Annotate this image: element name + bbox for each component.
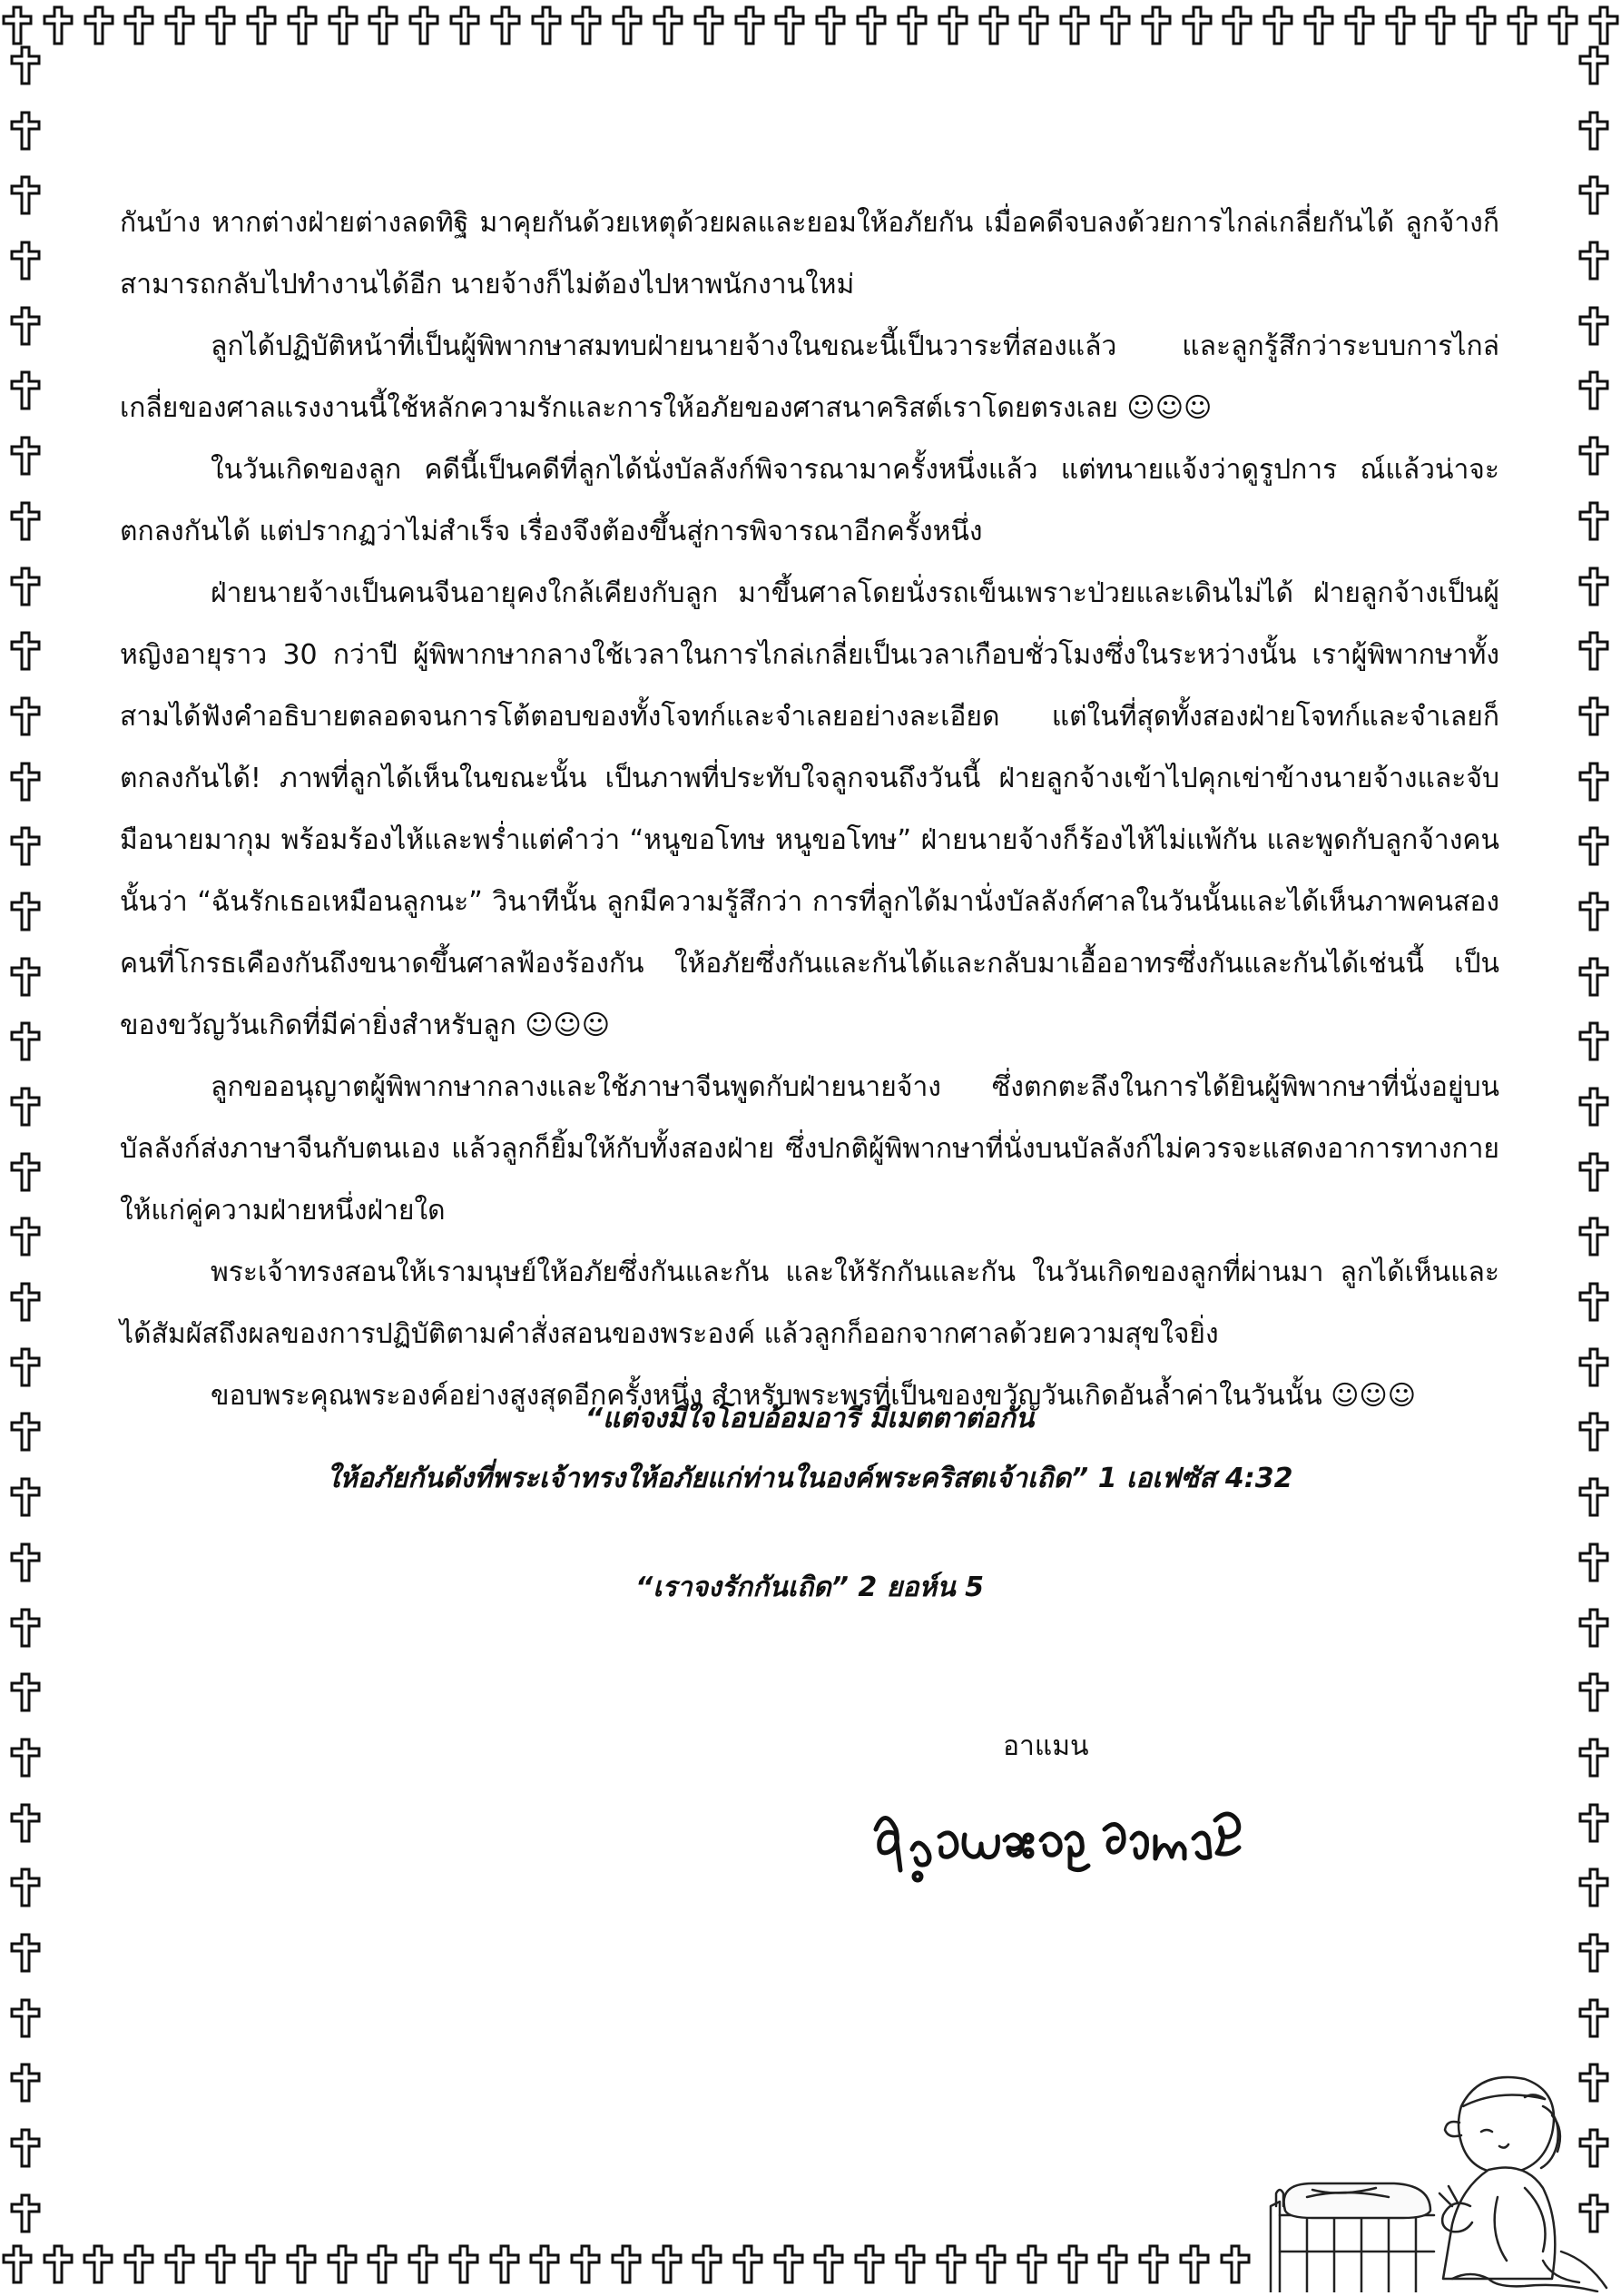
latin-cross-icon [1302, 5, 1336, 45]
latin-cross-icon [8, 567, 43, 606]
latin-cross-icon [1577, 175, 1611, 215]
latin-cross-icon [41, 2244, 75, 2284]
latin-cross-icon [934, 2244, 968, 2284]
latin-cross-icon [1577, 1477, 1611, 1517]
latin-cross-icon [569, 5, 604, 45]
latin-cross-icon [650, 2244, 684, 2284]
paragraph-5: ลูกขออนุญาตผู้พิพากษากลางและใช้ภาษาจีนพูดกับฝ่ายนายจ้าง ซึ่งตกตะลึงในการได้ยินผู้พิพากษาที่นั่งอยู่บนบัลลังก์ส่งภาษาจีนกับตนเอง แล้วลูกก็ยิ้มให้กับทั้งสองฝ่าย ซึ่งปกติผู้พิพากษาที่นั่งบนบัลลังก์ไม่ควรจะแสดงอาการทางกายให้แก่คู่ความฝ่ายหนึ่งฝ่ายใด [120, 1071, 1499, 1227]
latin-cross-icon [1017, 5, 1051, 45]
latin-cross-icon [1220, 5, 1254, 45]
latin-cross-icon [1180, 5, 1214, 45]
latin-cross-icon [122, 2244, 156, 2284]
latin-cross-icon [1577, 696, 1611, 736]
latin-cross-icon [1577, 1738, 1611, 1778]
latin-cross-icon [1342, 5, 1377, 45]
latin-cross-icon [1577, 957, 1611, 997]
latin-cross-icon [895, 5, 929, 45]
latin-cross-icon [852, 2244, 887, 2284]
latin-cross-icon [1218, 2244, 1253, 2284]
cross-border-bottom [0, 2239, 1253, 2290]
latin-cross-icon [1423, 5, 1458, 45]
latin-cross-icon [8, 1998, 43, 2038]
latin-cross-icon [41, 5, 75, 45]
latin-cross-icon [1177, 2244, 1212, 2284]
latin-cross-icon [407, 5, 441, 45]
latin-cross-icon [447, 2244, 481, 2284]
latin-cross-icon [8, 1217, 43, 1256]
latin-cross-icon [8, 1672, 43, 1712]
latin-cross-icon [8, 1347, 43, 1387]
scripture-quote-2: “เราจงรักกันเถิด” 2 ยอห์น 5 [635, 1572, 984, 1603]
latin-cross-icon [1577, 1087, 1611, 1127]
latin-cross-icon [8, 306, 43, 346]
latin-cross-icon [771, 2244, 806, 2284]
paragraph-7: ขอบพระคุณพระองค์อย่างสูงสุดอีกครั้งหนึ่ง สำหรับพระพรที่เป็นของขวัญวันเกิดอันล้ำค่าในวันนั้น ☺☺☺ [211, 1380, 1416, 1412]
latin-cross-icon [772, 5, 807, 45]
latin-cross-icon [1577, 45, 1611, 85]
latin-cross-icon [1505, 5, 1539, 45]
latin-cross-icon [8, 1803, 43, 1843]
scripture-quote-line-1: “แต่จงมีใจโอบอ้อมอารี มีเมตตาต่อกัน [585, 1403, 1035, 1434]
latin-cross-icon [1577, 501, 1611, 541]
latin-cross-icon [8, 826, 43, 866]
latin-cross-icon [285, 5, 319, 45]
latin-cross-icon [609, 2244, 643, 2284]
latin-cross-icon [1057, 5, 1092, 45]
latin-cross-icon [610, 5, 644, 45]
cross-border-right [1568, 45, 1619, 2233]
amen-text: อาแมน [1003, 1730, 1089, 1762]
latin-cross-icon [1577, 1217, 1611, 1256]
latin-cross-icon [8, 2193, 43, 2233]
latin-cross-icon [1136, 2244, 1171, 2284]
latin-cross-icon [1056, 2244, 1090, 2284]
latin-cross-icon [8, 2128, 43, 2168]
latin-cross-icon [8, 111, 43, 151]
latin-cross-icon [1577, 436, 1611, 476]
latin-cross-icon [692, 5, 726, 45]
latin-cross-icon [365, 2244, 399, 2284]
latin-cross-icon [1577, 306, 1611, 346]
latin-cross-icon [974, 2244, 1008, 2284]
latin-cross-icon [8, 892, 43, 931]
latin-cross-icon [244, 5, 279, 45]
latin-cross-icon [1577, 1542, 1611, 1582]
cross-border-left [0, 45, 51, 2233]
latin-cross-icon [81, 2244, 115, 2284]
latin-cross-icon [8, 1867, 43, 1907]
latin-cross-icon [977, 5, 1011, 45]
latin-cross-icon [893, 2244, 928, 2284]
latin-cross-icon [203, 2244, 238, 2284]
latin-cross-icon [8, 1608, 43, 1648]
latin-cross-icon [162, 2244, 197, 2284]
latin-cross-icon [1098, 5, 1133, 45]
latin-cross-icon [1577, 1347, 1611, 1387]
latin-cross-icon [8, 175, 43, 215]
latin-cross-icon [1261, 5, 1295, 45]
latin-cross-icon [1383, 5, 1418, 45]
latin-cross-icon [1577, 1608, 1611, 1648]
latin-cross-icon [8, 436, 43, 476]
latin-cross-icon [8, 1087, 43, 1127]
scripture-quote-line-2: ให้อภัยกันดังที่พระเจ้าทรงให้อภัยแก่ท่านในองค์พระคริสตเจ้าเถิด” 1 เอเฟซัส 4:32 [326, 1463, 1293, 1494]
latin-cross-icon [1577, 1933, 1611, 1973]
latin-cross-icon [1577, 1803, 1611, 1843]
latin-cross-icon [651, 5, 685, 45]
latin-cross-icon [366, 5, 400, 45]
latin-cross-icon [690, 2244, 724, 2284]
latin-cross-icon [0, 2244, 34, 2284]
letter-body [120, 192, 1499, 1427]
latin-cross-icon [8, 762, 43, 802]
latin-cross-icon [1577, 631, 1611, 671]
latin-cross-icon [203, 5, 238, 45]
latin-cross-icon [8, 2063, 43, 2103]
latin-cross-icon [1577, 892, 1611, 931]
latin-cross-icon [487, 2244, 522, 2284]
latin-cross-icon [1577, 567, 1611, 606]
latin-cross-icon [936, 5, 970, 45]
latin-cross-icon [162, 5, 197, 45]
latin-cross-icon [243, 2244, 278, 2284]
latin-cross-icon [1577, 1152, 1611, 1192]
latin-cross-icon [529, 5, 564, 45]
latin-cross-icon [8, 1477, 43, 1517]
latin-cross-icon [8, 370, 43, 410]
latin-cross-icon [1139, 5, 1174, 45]
latin-cross-icon [8, 501, 43, 541]
latin-cross-icon [1577, 1867, 1611, 1907]
latin-cross-icon [527, 2244, 562, 2284]
paragraph-1: กันบ้าง หากต่างฝ่ายต่างลดทิฐิ มาคุยกันด้วยเหตุด้วยผลและยอมให้อภัยกัน เมื่อคดีจบลงด้วยการไกล่เกลี่ยกันได้ ลูกจ้างก็สามารถกลับไปทำงานได้อีก นายจ้างก็ไม่ต้องไปหาพนักงานใหม่ [120, 207, 1499, 301]
latin-cross-icon [1015, 2244, 1049, 2284]
latin-cross-icon [1577, 826, 1611, 866]
latin-cross-icon [326, 5, 360, 45]
cross-border-top [0, 0, 1621, 51]
latin-cross-icon [447, 5, 482, 45]
latin-cross-icon [8, 1738, 43, 1778]
latin-cross-icon [1095, 2244, 1130, 2284]
handwritten-signature [867, 1793, 1257, 1902]
paragraph-6: พระเจ้าทรงสอนให้เรามนุษย์ให้อภัยซึ่งกันและกัน และให้รักกันและกัน ในวันเกิดของลูกที่ผ่านมา ลูกได้เห็นและได้สัมผัสถึงผลของการปฏิบัติตามคำสั่งสอนของพระองค์ แล้วลูกก็ออกจากศาลด้วยความสุขใจยิ่ง [120, 1256, 1499, 1350]
latin-cross-icon [1464, 5, 1498, 45]
latin-cross-icon [8, 631, 43, 671]
latin-cross-icon [488, 5, 523, 45]
latin-cross-icon [122, 5, 156, 45]
latin-cross-icon [8, 45, 43, 85]
latin-cross-icon [82, 5, 116, 45]
latin-cross-icon [854, 5, 889, 45]
latin-cross-icon [325, 2244, 359, 2284]
paragraph-2: ลูกได้ปฏิบัติหน้าที่เป็นผู้พิพากษาสมทบฝ่ายนายจ้างในขณะนี้เป็นวาระที่สองแล้ว และลูกรู้สึกว่าระบบการไกล่เกลี่ยของศาลแรงงานนี้ใช้หลักความรักและการให้อภัยของศาสนาคริสต์เราโดยตรงเลย ☺☺☺ [120, 330, 1499, 424]
latin-cross-icon [0, 5, 34, 45]
paragraph-3: ในวันเกิดของลูก คดีนี้เป็นคดีที่ลูกได้นั่งบัลลังก์พิจารณามาครั้งหนึ่งแล้ว แต่ทนายแจ้งว่าดูรูปการ ณ์แล้วน่าจะตกลงกันได้ แต่ปรากฏว่าไม่สำเร็จ เรื่องจึงต้องขึ้นสู่การพิจารณาอีกครั้งหนึ่ง [120, 454, 1499, 547]
latin-cross-icon [284, 2244, 319, 2284]
latin-cross-icon [8, 1152, 43, 1192]
latin-cross-icon [1577, 1021, 1611, 1061]
latin-cross-icon [1577, 1672, 1611, 1712]
latin-cross-icon [8, 1021, 43, 1061]
latin-cross-icon [8, 1282, 43, 1322]
latin-cross-icon [8, 1412, 43, 1452]
latin-cross-icon [8, 696, 43, 736]
paragraph-4: ฝ่ายนายจ้างเป็นคนจีนอายุคงใกล้เคียงกับลูก มาขึ้นศาลโดยนั่งรถเข็นเพราะป่วยและเดินไม่ได้ ฝ่ายลูกจ้างเป็นผู้หญิงอายุราว 30 กว่าปี ผู้พิพากษากลางใช้เวลาในการไกล่เกลี่ยเป็นเวลาเกือบชั่วโมงซึ่งในระหว่างนั้น เราผู้พิพากษาทั้งสามได้ฟังคำอธิบายตลอดจนการโต้ตอบของทั้งโจทก์และจำเลยอย่างละเอียด แต่ในที่สุดทั้งสองฝ่ายโจทก์และจำเลยก็ตกลงกันได้! ภาพที่ลูกได้เห็นในขณะนั้น เป็นภาพที่ประทับใจลูกจนถึงวันนี้ ฝ่ายลูกจ้างเข้าไปคุกเข่าข้างนายจ้างและจับมือนายมากุม พร้อมร้องไห้และพร่ำแต่คำว่า “หนูขอโทษ หนูขอโทษ” ฝ่ายนายจ้างก็ร้องไห้ไม่แพ้กัน และพูดกับลูกจ้างคนนั้นว่า “ฉันรักเธอเหมือนลูกนะ” วินาทีนั้น ลูกมีความรู้สึกว่า การที่ลูกได้มานั่งบัลลังก์ศาลในวันนั้นและได้เห็นภาพคนสองคนที่โกรธเคืองกันถึงขนาดขึ้นศาลฟ้องร้องกัน ให้อภัยซึ่งกันและกันได้และกลับมาเอื้ออาทรซึ่งกันและกันได้เช่นนี้ เป็นของขวัญวันเกิดที่มีค่ายิ่งสำหรับลูก ☺☺☺ [120, 577, 1499, 1041]
latin-cross-icon [8, 1542, 43, 1582]
latin-cross-icon [1577, 1412, 1611, 1452]
latin-cross-icon [8, 241, 43, 281]
latin-cross-icon [1546, 5, 1580, 45]
latin-cross-icon [568, 2244, 603, 2284]
latin-cross-icon [1577, 111, 1611, 151]
latin-cross-icon [1577, 762, 1611, 802]
latin-cross-icon [732, 5, 767, 45]
latin-cross-icon [731, 2244, 765, 2284]
latin-cross-icon [1577, 1998, 1611, 2038]
praying-child-illustration [1253, 2070, 1621, 2292]
latin-cross-icon [813, 5, 848, 45]
latin-cross-icon [1577, 1282, 1611, 1322]
latin-cross-icon [1577, 241, 1611, 281]
latin-cross-icon [1577, 370, 1611, 410]
latin-cross-icon [406, 2244, 440, 2284]
latin-cross-icon [811, 2244, 846, 2284]
latin-cross-icon [8, 1933, 43, 1973]
latin-cross-icon [1587, 5, 1621, 45]
latin-cross-icon [8, 957, 43, 997]
